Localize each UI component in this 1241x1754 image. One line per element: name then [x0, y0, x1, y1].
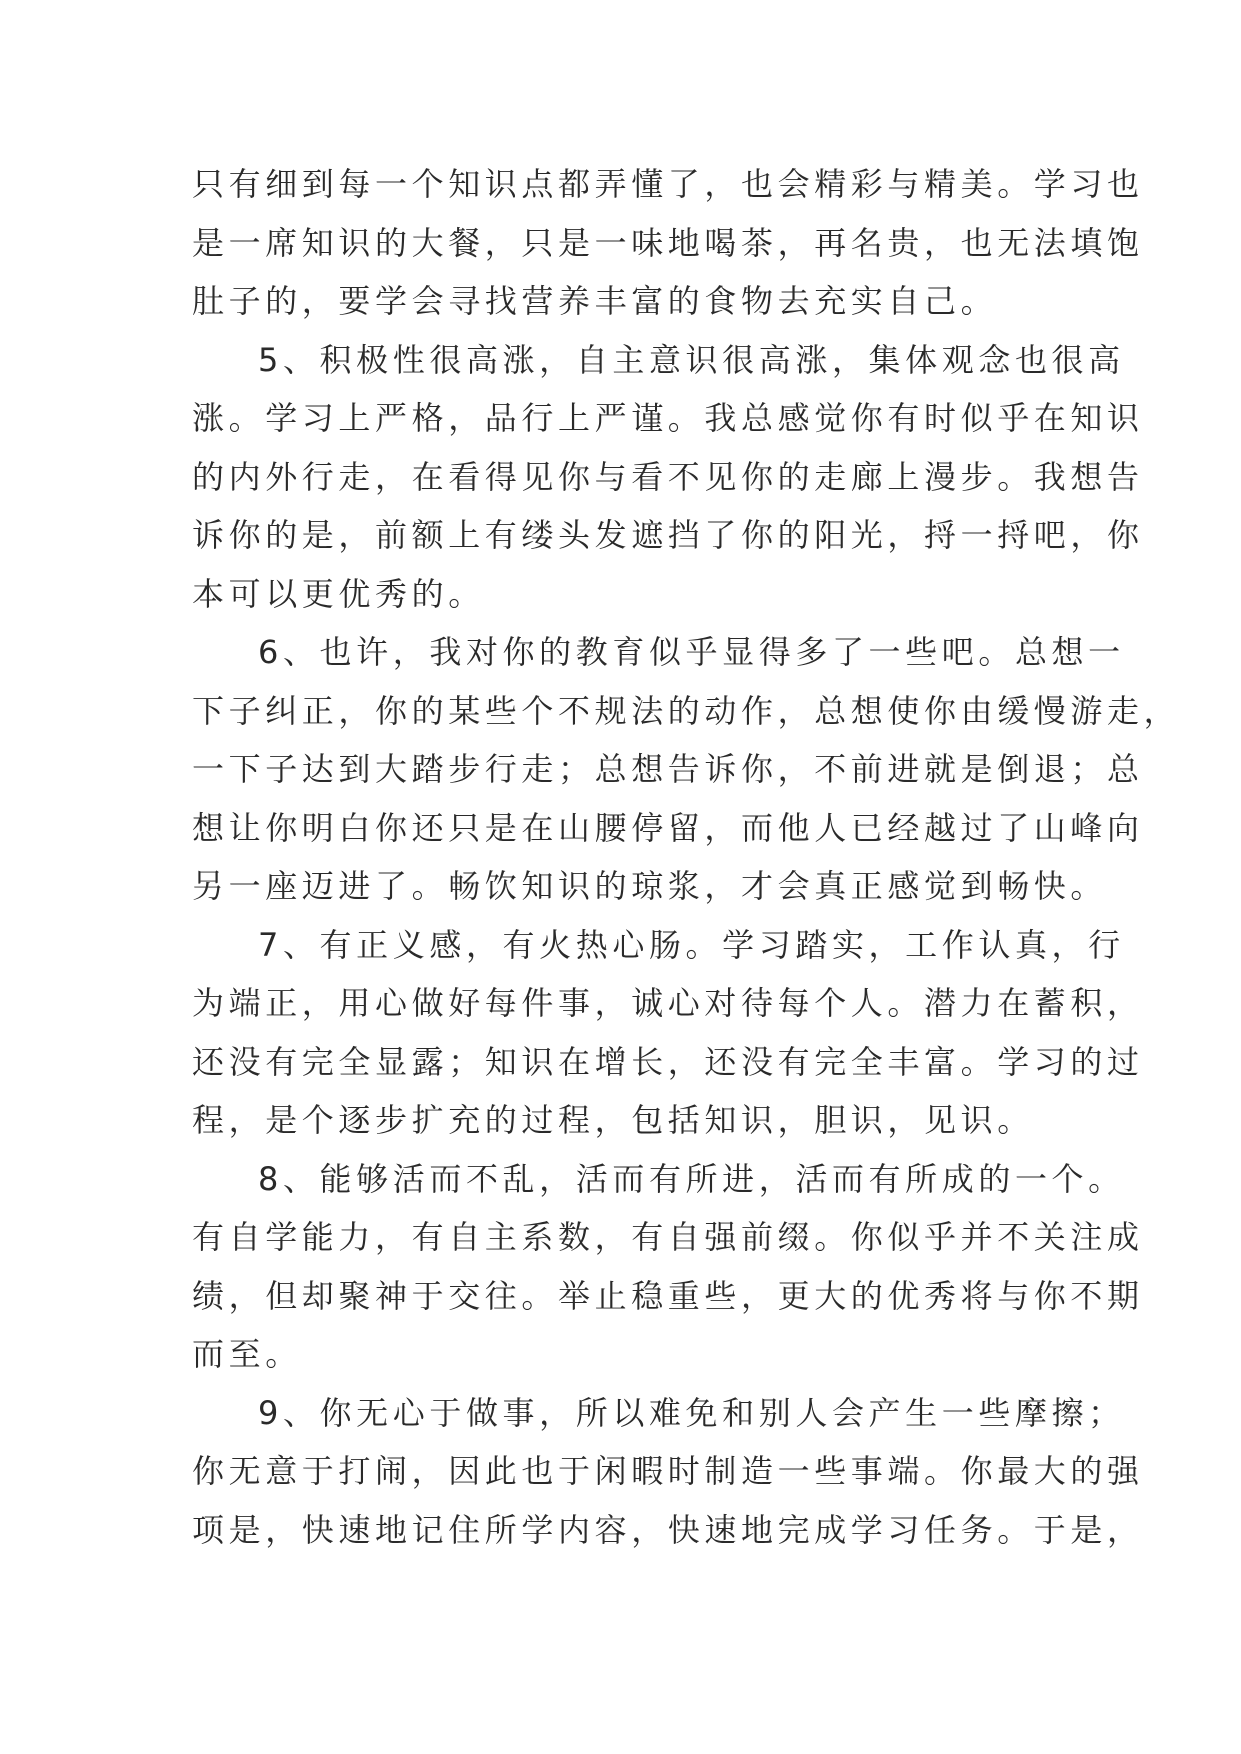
- text-line: 而至。: [192, 1335, 302, 1373]
- text-line: 的内外行走，在看得见你与看不见你的走廊上漫步。我想告: [192, 457, 1144, 496]
- text-line: 有自学能力，有自主系数，有自强前缀。你似乎并不关注成: [192, 1218, 1144, 1256]
- text-line: 想让你明白你还只是在山腰停留，而他人已经越过了山峰向: [192, 808, 1144, 847]
- text-line: 7、有正义感，有火热心肠。学习踏实，工作认真，行: [258, 925, 1125, 964]
- text-line: 一下子达到大踏步行走；总想告诉你，不前进就是倒退；总: [192, 750, 1144, 788]
- text-line: 只有细到每一个知识点都弄懂了，也会精彩与精美。学习也: [192, 165, 1144, 203]
- text-line: 为端正，用心做好每件事，诚心对待每个人。潜力在蓄积，: [192, 984, 1144, 1022]
- text-line: 你无意于打闹，因此也于闲暇时制造一些事端。你最大的强: [192, 1452, 1144, 1490]
- text-line: 项是，快速地记住所学内容，快速地完成学习任务。于是，: [192, 1510, 1144, 1549]
- text-line: 是一席知识的大餐，只是一味地喝茶，再名贵，也无法填饱: [192, 223, 1144, 262]
- text-line: 涨。学习上严格，品行上严谨。我总感觉你有时似乎在知识: [192, 399, 1144, 437]
- text-line: 9、你无心于做事，所以难免和别人会产生一些摩擦；: [258, 1393, 1125, 1432]
- text-line: 6、也许，我对你的教育似乎显得多了一些吧。总想一: [258, 633, 1125, 671]
- text-line: 另一座迈进了。畅饮知识的琼浆，才会真正感觉到畅快。: [192, 867, 1108, 905]
- text-line: 8、能够活而不乱，活而有所进，活而有所成的一个。: [258, 1159, 1125, 1198]
- document-body: [192, 155, 1181, 1559]
- text-line: 诉你的是，前额上有缕头发遮挡了你的阳光，捋一捋吧，你: [192, 516, 1144, 554]
- text-line: 下子纠正，你的某些个不规法的动作，总想使你由缓慢游走，: [192, 691, 1181, 730]
- text-line: 还没有完全显露；知识在增长，还没有完全丰富。学习的过: [192, 1042, 1144, 1081]
- text-line: 程，是个逐步扩充的过程，包括知识，胆识，见识。: [192, 1101, 1034, 1139]
- text-line: 肚子的，要学会寻找营养丰富的食物去充实自己。: [192, 282, 998, 320]
- text-line: 本可以更优秀的。: [192, 574, 485, 613]
- text-line: 5、积极性很高涨，自主意识很高涨，集体观念也很高: [258, 340, 1125, 379]
- text-line: 绩，但却聚神于交往。举止稳重些，更大的优秀将与你不期: [192, 1276, 1144, 1315]
